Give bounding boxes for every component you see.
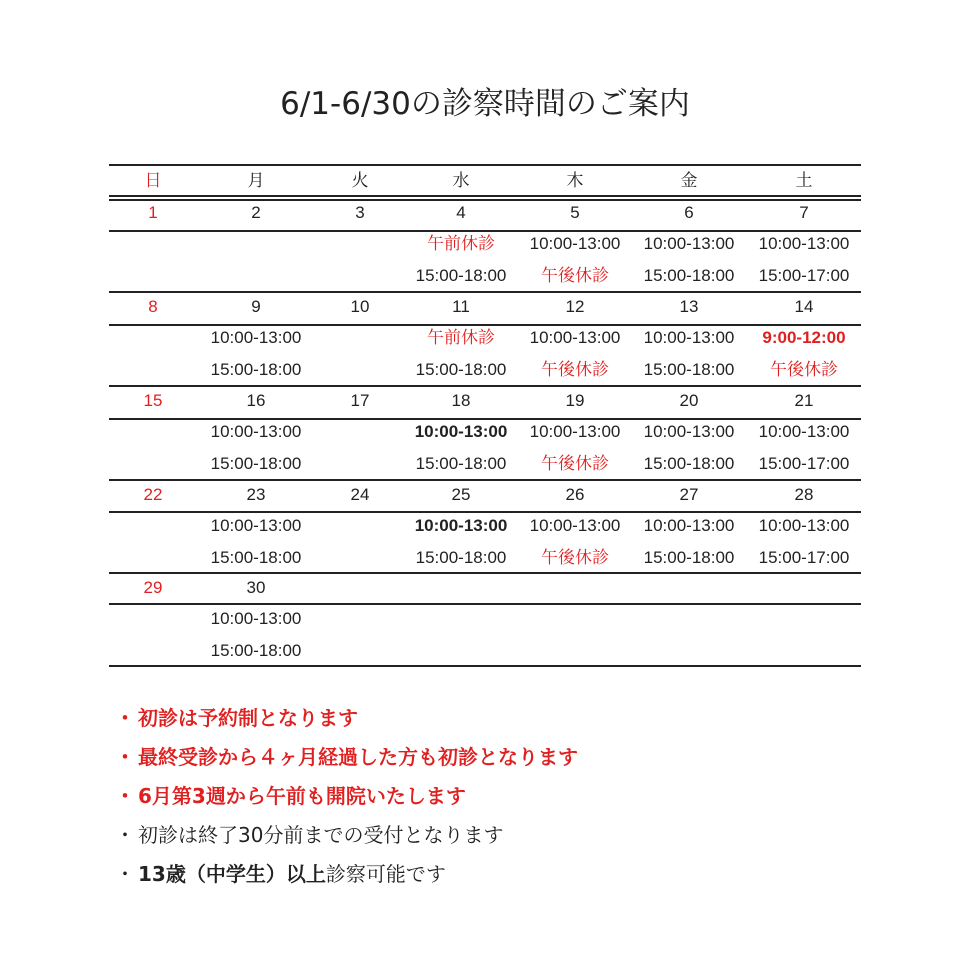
note-text: 最終受診から４ヶ月経過した方も初診となります <box>138 745 578 769</box>
date-cell: 25 <box>451 485 471 504</box>
weekday-header: 土 <box>795 171 813 190</box>
pm-hours-cell: 午後休診 <box>541 266 609 285</box>
am-hours-cell: 午前休診 <box>427 234 495 253</box>
pm-hours-cell: 15:00-18:00 <box>210 641 302 660</box>
note-reservation <box>112 703 578 742</box>
pm-hours-cell: 15:00-18:00 <box>210 548 302 567</box>
date-cell: 9 <box>251 297 261 316</box>
table-rule <box>109 385 861 387</box>
note-four-months <box>112 742 578 781</box>
table-rule <box>109 665 861 667</box>
weekday-header: 日 <box>144 171 162 190</box>
table-rule <box>109 199 861 201</box>
date-cell: 10 <box>350 297 370 316</box>
note-reception <box>112 820 578 859</box>
am-hours-cell: 10:00-13:00 <box>529 328 621 347</box>
pm-hours-cell: 15:00-18:00 <box>415 360 507 379</box>
pm-hours-cell: 午後休診 <box>541 454 609 473</box>
date-cell: 15 <box>143 391 163 410</box>
note-bullet: ・ <box>115 862 135 886</box>
date-cell: 5 <box>570 203 580 222</box>
table-rule <box>109 230 861 232</box>
date-cell: 13 <box>679 297 699 316</box>
table-rule <box>109 418 861 420</box>
date-cell: 29 <box>143 578 163 597</box>
pm-hours-cell: 15:00-18:00 <box>415 266 507 285</box>
pm-hours-cell: 15:00-18:00 <box>643 266 735 285</box>
weekday-header: 火 <box>351 171 369 190</box>
pm-hours-cell: 午後休診 <box>541 548 609 567</box>
am-hours-cell: 10:00-13:00 <box>758 516 850 535</box>
date-cell: 8 <box>148 297 158 316</box>
date-cell: 28 <box>794 485 814 504</box>
am-hours-cell: 10:00-13:00 <box>643 234 735 253</box>
am-hours-cell: 10:00-13:00 <box>758 422 850 441</box>
date-cell: 22 <box>143 485 163 504</box>
pm-hours-cell: 15:00-18:00 <box>210 454 302 473</box>
am-hours-cell: 10:00-13:00 <box>210 422 302 441</box>
am-hours-cell: 10:00-13:00 <box>529 234 621 253</box>
note-age-rest: 診察可能です <box>325 862 446 886</box>
table-rule <box>109 324 861 326</box>
am-hours-cell: 10:00-13:00 <box>210 328 302 347</box>
date-cell: 27 <box>679 485 699 504</box>
weekday-header: 木 <box>566 171 584 190</box>
pm-hours-cell: 15:00-17:00 <box>758 454 850 473</box>
date-cell: 11 <box>452 297 470 316</box>
am-hours-cell: 10:00-13:00 <box>529 422 621 441</box>
am-hours-cell: 10:00-13:00 <box>758 234 850 253</box>
table-rule <box>109 195 861 197</box>
am-hours-cell: 10:00-13:00 <box>529 516 621 535</box>
am-hours-cell: 10:00-13:00 <box>414 516 508 535</box>
table-rule <box>109 164 861 166</box>
date-cell: 3 <box>355 203 365 222</box>
page-title: 6/1-6/30の診察時間のご案内 <box>280 86 690 122</box>
pm-hours-cell: 15:00-18:00 <box>643 360 735 379</box>
am-hours-cell: 10:00-13:00 <box>643 422 735 441</box>
table-rule <box>109 291 861 293</box>
pm-hours-cell: 15:00-18:00 <box>643 454 735 473</box>
note-text: 初診は終了30分前までの受付となります <box>138 823 504 847</box>
note-bullet: ・ <box>115 784 135 808</box>
date-cell: 2 <box>251 203 261 222</box>
date-cell: 7 <box>799 203 809 222</box>
am-hours-cell: 10:00-13:00 <box>414 422 508 441</box>
pm-hours-cell: 15:00-18:00 <box>415 548 507 567</box>
am-hours-cell: 10:00-13:00 <box>643 516 735 535</box>
pm-hours-cell: 15:00-17:00 <box>758 266 850 285</box>
date-cell: 4 <box>456 203 466 222</box>
note-morning-open <box>112 781 578 820</box>
am-hours-cell: 午前休診 <box>427 328 495 347</box>
note-text: 6月第3週から午前も開院いたします <box>138 784 466 808</box>
date-cell: 1 <box>148 203 158 222</box>
date-cell: 23 <box>246 485 266 504</box>
weekday-header: 水 <box>452 171 470 190</box>
date-cell: 24 <box>350 485 370 504</box>
notes-list <box>112 703 578 898</box>
date-cell: 30 <box>246 578 266 597</box>
note-age-bold: 13歳（中学生）以上 <box>138 862 326 886</box>
pm-hours-cell: 15:00-18:00 <box>643 548 735 567</box>
pm-hours-cell: 午後休診 <box>770 360 838 379</box>
date-cell: 14 <box>794 297 814 316</box>
pm-hours-cell: 15:00-18:00 <box>210 360 302 379</box>
note-age <box>112 859 578 898</box>
note-bullet: ・ <box>115 706 135 730</box>
table-rule <box>109 479 861 481</box>
date-cell: 6 <box>684 203 694 222</box>
table-rule <box>109 572 861 574</box>
date-cell: 21 <box>794 391 814 410</box>
weekday-header: 月 <box>247 171 265 190</box>
note-bullet: ・ <box>115 745 135 769</box>
note-text: 初診は予約制となります <box>138 706 358 730</box>
date-cell: 18 <box>451 391 471 410</box>
note-bullet: ・ <box>115 823 135 847</box>
pm-hours-cell: 15:00-17:00 <box>758 548 850 567</box>
date-cell: 12 <box>565 297 585 316</box>
weekday-header: 金 <box>680 171 698 190</box>
am-hours-cell: 10:00-13:00 <box>210 609 302 628</box>
am-hours-cell: 9:00-12:00 <box>762 328 846 347</box>
am-hours-cell: 10:00-13:00 <box>210 516 302 535</box>
pm-hours-cell: 15:00-18:00 <box>415 454 507 473</box>
date-cell: 26 <box>565 485 585 504</box>
date-cell: 19 <box>565 391 585 410</box>
am-hours-cell: 10:00-13:00 <box>643 328 735 347</box>
date-cell: 16 <box>246 391 266 410</box>
pm-hours-cell: 午後休診 <box>541 360 609 379</box>
date-cell: 20 <box>679 391 699 410</box>
table-rule <box>109 603 861 605</box>
date-cell: 17 <box>350 391 370 410</box>
table-rule <box>109 511 861 513</box>
